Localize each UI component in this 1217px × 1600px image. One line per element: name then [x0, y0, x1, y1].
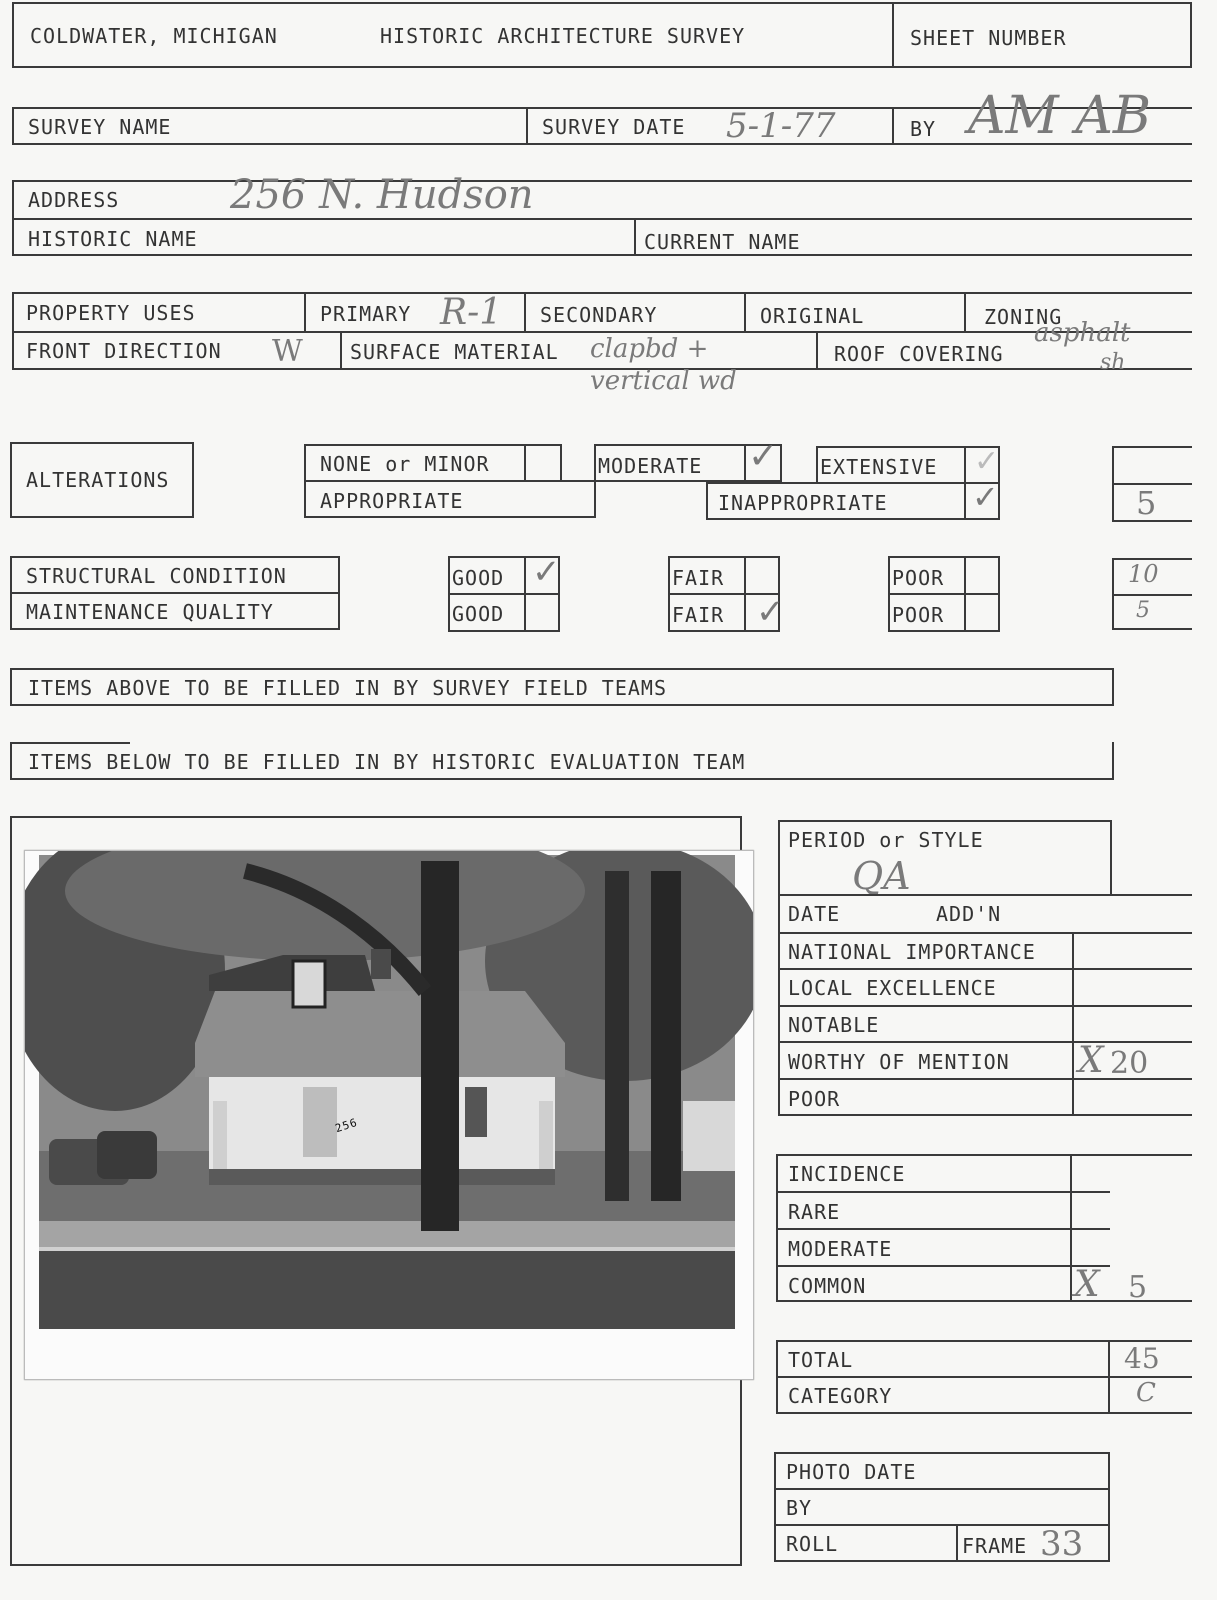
poor-label-1: POOR [892, 566, 945, 590]
poor-label-2: POOR [892, 603, 945, 627]
worthy-of-mention-label: WORTHY OF MENTION [788, 1050, 1010, 1074]
inappropriate-label: INAPPROPRIATE [718, 491, 888, 515]
extensive-check-div [964, 446, 966, 484]
property-div-3 [744, 292, 746, 332]
fair-check-div [744, 556, 746, 632]
secondary-label: SECONDARY [540, 303, 658, 327]
total-value: 45 [1124, 1342, 1160, 1375]
common-label: COMMON [788, 1274, 867, 1298]
photo-date-label: PHOTO DATE [786, 1460, 917, 1484]
photo-info-line-1 [774, 1488, 1110, 1490]
survey-date-label: SURVEY DATE [542, 115, 686, 139]
photo-area-bottom [10, 1564, 742, 1566]
structural-condition-label: STRUCTURAL CONDITION [26, 564, 287, 588]
historic-name-label: HISTORIC NAME [28, 227, 198, 251]
survey-divider-2 [892, 107, 894, 145]
property-div-4 [964, 292, 966, 332]
roll-label: ROLL [786, 1532, 839, 1556]
rare-label: RARE [788, 1200, 841, 1224]
structural-score: 10 [1128, 560, 1159, 588]
address-mid-line [12, 218, 1192, 220]
roof-covering-value-2: sh [1100, 350, 1126, 375]
original-label: ORIGINAL [760, 304, 865, 328]
address-value: 256 N. Hudson [230, 172, 534, 218]
surface-material-label: SURFACE MATERIAL [350, 340, 559, 364]
poor-evaluation-label: POOR [788, 1087, 841, 1111]
photo-by-label: BY [786, 1496, 813, 1520]
current-name-label: CURRENT NAME [644, 230, 801, 254]
by-label: BY [910, 117, 937, 141]
none-minor-label: NONE or MINOR [320, 452, 490, 476]
items-above-note: ITEMS ABOVE TO BE FILLED IN BY SURVEY FIELD TEAMS [28, 676, 668, 700]
survey-date-value: 5-1-77 [726, 106, 836, 146]
property-div-2 [524, 292, 526, 332]
maintenance-score: 5 [1136, 598, 1150, 623]
fair-label-2: FAIR [672, 603, 725, 627]
appropriate-label: APPROPRIATE [320, 489, 464, 513]
house-number: 256 [333, 1115, 360, 1136]
property-uses-label: PROPERTY USES [26, 301, 196, 325]
primary-label: PRIMARY [320, 302, 412, 326]
incidence-label: INCIDENCE [788, 1162, 906, 1186]
primary-value: R-1 [440, 292, 503, 333]
worthy-mark: X [1078, 1040, 1104, 1081]
extensive-check: ✓ [974, 444, 1000, 479]
frame-value: 33 [1040, 1524, 1084, 1564]
house-photo [24, 850, 754, 1380]
header-title: HISTORIC ARCHITECTURE SURVEY [380, 24, 746, 48]
house-photo-image [25, 851, 753, 1379]
worthy-score: 20 [1110, 1046, 1149, 1081]
national-importance-label: NATIONAL IMPORTANCE [788, 940, 1036, 964]
total-label: TOTAL [788, 1348, 854, 1372]
totals-mid [776, 1376, 1192, 1378]
evaluation-line-4 [778, 1041, 1192, 1043]
fair-label-1: FAIR [672, 566, 725, 590]
roof-covering-label: ROOF COVERING [834, 342, 1004, 366]
condition-label-mid [10, 592, 340, 594]
address-label: ADDRESS [28, 188, 120, 212]
condition-score-mid [1112, 594, 1192, 596]
roof-covering-value-1: asphalt [1034, 318, 1131, 348]
period-label: PERIOD or STYLE [788, 828, 984, 852]
photo-info-div [956, 1524, 958, 1562]
inappropriate-check: ✓ [972, 478, 999, 516]
incidence-line-1 [776, 1191, 1110, 1193]
category-label: CATEGORY [788, 1384, 893, 1408]
date-label: DATE [788, 902, 841, 926]
inappropriate-check-div [964, 482, 966, 520]
photo-area-top [10, 816, 742, 818]
frame-label: FRAME [962, 1534, 1028, 1558]
common-mark: X [1074, 1264, 1100, 1305]
moderate-incidence-label: MODERATE [788, 1237, 893, 1261]
moderate-label: MODERATE [598, 454, 703, 478]
poor-check-div [964, 556, 966, 632]
survey-name-label: SURVEY NAME [28, 115, 172, 139]
alterations-label: ALTERATIONS [26, 468, 170, 492]
local-excellence-label: LOCAL EXCELLENCE [788, 976, 997, 1000]
none-minor-check-div [524, 444, 526, 482]
front-direction-value: W [272, 334, 303, 369]
items-below-note: ITEMS BELOW TO BE FILLED IN BY HISTORIC EVALUATION TEAM [28, 750, 746, 774]
good-label-2: GOOD [452, 602, 505, 626]
property-div-6 [816, 331, 818, 370]
moderate-check-div [744, 444, 746, 482]
good-mid [448, 593, 560, 595]
common-score: 5 [1128, 1270, 1148, 1305]
surface-material-value-1: clapbd + [590, 334, 709, 364]
extensive-label: EXTENSIVE [820, 455, 938, 479]
structural-good-check: ✓ [532, 552, 561, 592]
good-check-div [524, 556, 526, 632]
by-value: AM AB [968, 86, 1152, 146]
maintenance-fair-check: ✓ [756, 592, 785, 632]
evaluation-line-2 [778, 968, 1192, 970]
alterations-score: 5 [1136, 484, 1157, 522]
incidence-line-3 [776, 1265, 1110, 1267]
date-value: ADD'N [936, 902, 1002, 926]
items-below-top [10, 742, 130, 744]
front-direction-label: FRONT DIRECTION [26, 339, 222, 363]
surface-material-value-2: vertical wd [590, 366, 737, 396]
header-divider [892, 2, 894, 68]
header-city: COLDWATER, MICHIGAN [30, 24, 278, 48]
good-label-1: GOOD [452, 566, 505, 590]
maintenance-quality-label: MAINTENANCE QUALITY [26, 600, 274, 624]
category-value: C [1136, 1378, 1156, 1408]
photo-area-left [10, 816, 12, 1566]
evaluation-line-3 [778, 1005, 1192, 1007]
poor-mid [888, 593, 1000, 595]
incidence-line-2 [776, 1228, 1110, 1230]
zoning-label: ZONING [984, 305, 1063, 329]
address-divider [634, 218, 636, 256]
moderate-check: ✓ [748, 436, 779, 477]
property-mid-line [12, 331, 1192, 333]
property-div-5 [340, 331, 342, 370]
survey-divider-1 [526, 107, 528, 145]
evaluation-score-div [1072, 932, 1074, 1116]
notable-label: NOTABLE [788, 1013, 880, 1037]
evaluation-line-1 [778, 932, 1192, 934]
period-value: QA [852, 854, 911, 898]
property-div-1 [304, 292, 306, 332]
sheet-number-label: SHEET NUMBER [910, 26, 1067, 50]
